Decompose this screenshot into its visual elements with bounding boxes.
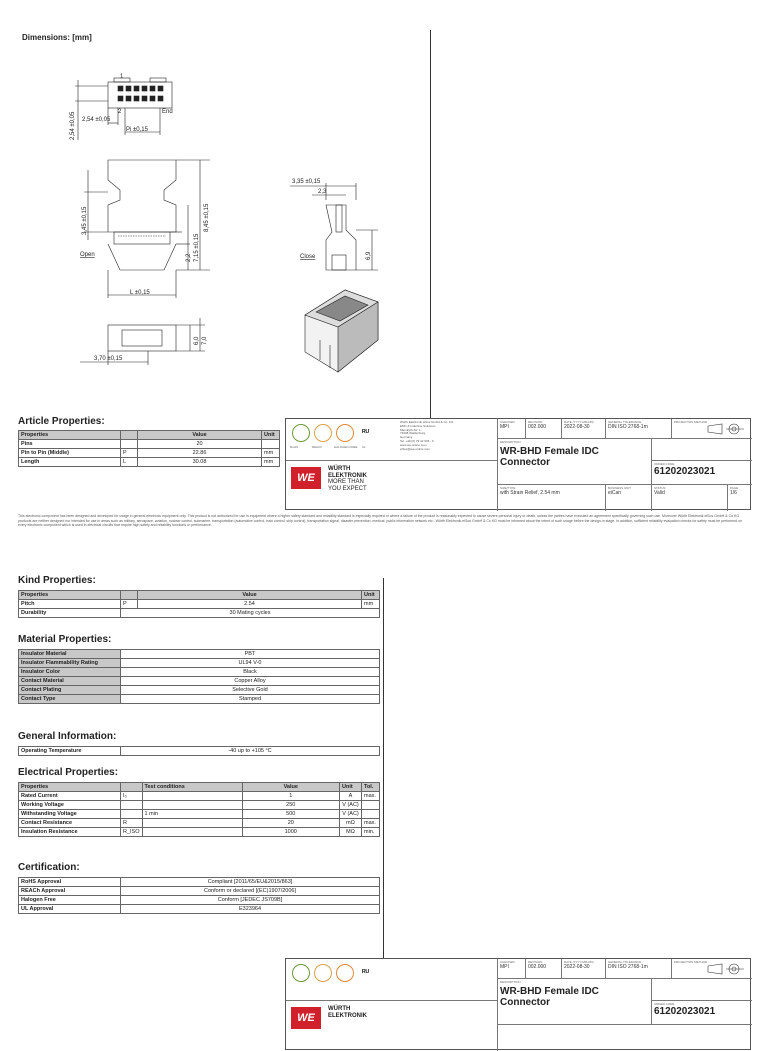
header-cell: Properties <box>19 783 121 792</box>
brand-line: ELEKTRONIK <box>328 472 367 479</box>
prop-symbol: L <box>121 458 138 467</box>
dim-label: End <box>162 109 173 115</box>
test-condition <box>142 828 242 837</box>
prop-unit: mm <box>362 600 380 609</box>
dim-label: 6,0 <box>194 336 200 345</box>
address-line: www.we-online.com <box>400 442 427 447</box>
dim-label: 3,35 ±0,15 <box>292 179 321 185</box>
dim-label: 2,54 ±0,05 <box>70 111 76 140</box>
cell-caption: REVISION <box>528 420 543 424</box>
header-cell: Unit <box>340 783 362 792</box>
projection-symbol-icon <box>706 962 746 976</box>
cell-value: 1/6 <box>730 490 737 496</box>
cell-value: 2022-08-30 <box>564 964 590 970</box>
prop-value: 30 Mating cycles <box>121 609 380 618</box>
prop-symbol: I₀ <box>121 792 143 801</box>
cell-value: DIN ISO 2768-1m <box>608 964 648 970</box>
electrical-properties-table <box>18 782 380 837</box>
table-row <box>19 458 280 467</box>
projection-cell <box>672 419 752 439</box>
title-block <box>285 958 751 1050</box>
rohs-icon <box>292 964 310 982</box>
tolerance-cell <box>606 959 672 979</box>
prop-name: Pitch <box>19 600 121 609</box>
dim-label: 2,2 <box>186 253 192 262</box>
table-row <box>19 668 380 677</box>
table-row <box>19 810 380 819</box>
table-row <box>19 878 380 887</box>
prop-name: Withstanding Voltage <box>19 810 121 819</box>
brand-text <box>328 1006 367 1019</box>
cell-caption: DATE (YYYY-MM-DD) <box>564 960 594 964</box>
prop-name: Durability <box>19 609 121 618</box>
revision-cell <box>526 959 562 979</box>
prop-unit: A <box>340 792 362 801</box>
cell-value: 002.000 <box>528 964 547 970</box>
table-row <box>19 819 380 828</box>
header-cell: Value <box>138 591 362 600</box>
address-line: Max-Eyth-Str. 1 <box>400 427 421 432</box>
halogen-free-icon <box>336 964 354 982</box>
prop-symbol <box>121 440 138 449</box>
page-cell <box>728 485 752 511</box>
header-cell: Tol. <box>362 783 380 792</box>
prop-name: Contact Plating <box>19 686 121 695</box>
prop-symbol: P <box>121 600 138 609</box>
prop-value: UL94 V-0 <box>121 659 380 668</box>
tolerance-cell <box>606 419 672 439</box>
electrical-properties-title: Electrical Properties: <box>18 767 119 778</box>
logo-caption: REACh <box>312 445 323 449</box>
prop-name: RoHS Approval <box>19 878 121 887</box>
status-cell <box>652 485 728 511</box>
cell-value: eiCan <box>608 490 622 496</box>
company-address <box>400 421 453 451</box>
header-cell: Value <box>138 431 262 440</box>
table-row <box>19 650 380 659</box>
dim-label: 6,9 <box>366 251 372 260</box>
cell-value: Valid <box>654 490 665 496</box>
prop-name: Contact Resistance <box>19 819 121 828</box>
cell-value: MPI <box>500 424 509 430</box>
dim-label: 2 <box>118 109 122 115</box>
address-line: EMC & Inductive Solutions <box>400 423 436 428</box>
title-block <box>285 418 751 510</box>
blank-cell <box>652 979 752 1001</box>
address-line: eiSos@we-online.com <box>400 446 430 451</box>
prop-value: Conform [JEDEC JS709B] <box>121 896 380 905</box>
checked-cell <box>498 419 526 439</box>
material-properties-title: Material Properties: <box>18 634 112 645</box>
table-row <box>19 695 380 704</box>
header-cell: Unit <box>262 431 280 440</box>
general-information-title: General Information: <box>18 731 117 742</box>
cell-caption: CHECKED <box>500 960 515 964</box>
size-type-cell <box>498 485 606 511</box>
ul-icon: ᴿᵁ <box>362 428 370 437</box>
prop-value: Compliant [2011/65/EU&2015/863] <box>121 878 380 887</box>
cell-caption: PROJECTION METHOD <box>674 420 708 424</box>
prop-name: Insulator Material <box>19 650 121 659</box>
dim-label: 3,70 ±0,15 <box>94 356 123 362</box>
date-cell <box>562 419 606 439</box>
test-condition <box>142 801 242 810</box>
table-row <box>19 659 380 668</box>
ul-icon: ᴿᵁ <box>362 968 370 977</box>
table-row <box>19 896 380 905</box>
prop-name: REACh Approval <box>19 887 121 896</box>
close-label: Close <box>300 254 316 260</box>
brand-cell <box>286 1001 498 1051</box>
projection-cell <box>672 959 752 979</box>
cell-caption: CHECKED <box>500 420 515 424</box>
dim-label: 8,45 ±0,15 <box>204 203 210 232</box>
prop-value: 20 <box>242 819 339 828</box>
prop-name: Insulator Color <box>19 668 121 677</box>
prop-symbol: P <box>121 449 138 458</box>
reach-icon <box>314 424 332 442</box>
prop-name: Pins <box>19 440 121 449</box>
cell-caption: PAGE <box>730 486 739 490</box>
product-description: WR-BHD Female IDC Connector <box>500 986 599 1008</box>
prop-unit <box>262 440 280 449</box>
order-code: 61202023021 <box>654 466 716 477</box>
prop-name: Length <box>19 458 121 467</box>
test-condition: 1 min <box>142 810 242 819</box>
address-line: 74638 Waldenburg <box>400 431 426 436</box>
cell-caption: REVISION <box>528 960 543 964</box>
prop-symbol <box>121 810 143 819</box>
article-properties-title: Article Properties: <box>18 416 105 427</box>
prop-tolerance: max. <box>362 819 380 828</box>
prop-value: 20 <box>138 440 262 449</box>
prop-tolerance <box>362 810 380 819</box>
header-cell <box>121 591 138 600</box>
prop-name: Pin to Pin (Middle) <box>19 449 121 458</box>
description-cell <box>498 979 652 1025</box>
address-line: Germany <box>400 435 413 440</box>
brand-line: ELEKTRONIK <box>328 1012 367 1019</box>
logo-caption: HALOGEN FREE <box>334 445 358 449</box>
dim-label: 1 <box>120 74 124 80</box>
header-cell: Test conditions <box>142 783 242 792</box>
prop-unit: MΩ <box>340 828 362 837</box>
rohs-icon <box>292 424 310 442</box>
material-properties-table <box>18 649 380 704</box>
table-row <box>19 828 380 837</box>
table-row <box>19 600 380 609</box>
order-code-cell <box>652 461 752 485</box>
cell-value: MPI <box>500 964 509 970</box>
prop-symbol <box>121 801 143 810</box>
prop-symbol: R <box>121 819 143 828</box>
product-description: WR-BHD Female IDC Connector <box>500 446 599 468</box>
prop-value: 1000 <box>242 828 339 837</box>
prop-name: Rated Current <box>19 792 121 801</box>
dim-label: 2,3 <box>318 189 327 195</box>
prop-value: -40 up to +105 °C <box>121 747 380 756</box>
prop-value: E323964 <box>121 905 380 914</box>
prop-unit: mΩ <box>340 819 362 828</box>
cell-caption: SIZE/TYPE <box>500 486 516 490</box>
dim-label: 7,0 <box>202 336 208 345</box>
prop-value: 30.08 <box>138 458 262 467</box>
cell-caption: STATUS <box>654 486 666 490</box>
cell-caption: ORDER CODE <box>654 462 675 466</box>
dim-label: 7,15 ±0,15 <box>194 233 200 262</box>
prop-value: Selective Gold <box>121 686 380 695</box>
order-code: 61202023021 <box>654 1006 716 1017</box>
divider-line <box>430 30 431 418</box>
prop-value: 500 <box>242 810 339 819</box>
date-cell <box>562 959 606 979</box>
prop-name: Insulation Resistance <box>19 828 121 837</box>
general-information-table <box>18 746 380 756</box>
kind-properties-table <box>18 590 380 618</box>
cell-value: 002.000 <box>528 424 547 430</box>
order-code-cell <box>652 1001 752 1025</box>
certification-title: Certification: <box>18 862 80 873</box>
table-row <box>19 609 380 618</box>
cell-value: 2022-08-30 <box>564 424 590 430</box>
table-row <box>19 449 280 458</box>
cell-caption: ORDER CODE <box>654 1002 675 1006</box>
test-condition <box>142 792 242 801</box>
prop-value: PBT <box>121 650 380 659</box>
cell-caption: DATE (YYYY-MM-DD) <box>564 420 594 424</box>
cell-caption: DESCRIPTION <box>500 440 521 444</box>
certification-table <box>18 877 380 914</box>
header-cell: Properties <box>19 591 121 600</box>
checked-cell <box>498 959 526 979</box>
we-logo-icon: WE <box>291 1007 321 1029</box>
prop-value: 22.86 <box>138 449 262 458</box>
description-cell <box>498 439 652 485</box>
table-row <box>19 905 380 914</box>
we-logo-icon: WE <box>291 467 321 489</box>
header-cell <box>121 783 143 792</box>
dim-label: Pi ±0,15 <box>126 127 148 133</box>
dim-label: 2,54 ±0,05 <box>82 117 111 123</box>
test-condition <box>142 819 242 828</box>
cell-caption: GENERAL TOLERANCE <box>608 960 642 964</box>
table-row <box>19 440 280 449</box>
prop-name: UL Approval <box>19 905 121 914</box>
business-unit-cell <box>606 485 652 511</box>
table-row <box>19 792 380 801</box>
prop-tolerance <box>362 801 380 810</box>
cell-value: DIN ISO 2768-1m <box>608 424 648 430</box>
dim-label: L ±0,15 <box>130 290 150 296</box>
brand-line: WÜRTH <box>328 1006 351 1012</box>
cell-caption: PROJECTION METHOD <box>674 960 708 964</box>
prop-symbol: R_ISO <box>121 828 143 837</box>
prop-name: Contact Type <box>19 695 121 704</box>
prop-value: 2.54 <box>138 600 362 609</box>
table-header-row <box>19 591 380 600</box>
brand-line: YOU EXPECT <box>328 485 367 492</box>
cert-logos <box>286 419 498 461</box>
prop-name: Contact Material <box>19 677 121 686</box>
cell-caption: GENERAL TOLERANCE <box>608 420 642 424</box>
dimensions-title: Dimensions: [mm] <box>22 33 92 42</box>
cell-value: with Strain Relief, 2.54 mm <box>500 490 560 496</box>
brand-line: WÜRTH <box>328 466 351 472</box>
prop-unit: mm <box>262 458 280 467</box>
prop-unit: mm <box>262 449 280 458</box>
cert-logos <box>286 959 498 1001</box>
header-cell: Properties <box>19 431 121 440</box>
brand-line: MORE THAN <box>328 479 364 485</box>
prop-value: Copper Alloy <box>121 677 380 686</box>
logo-caption: RoHS <box>290 445 299 449</box>
prop-name: Operating Temperature <box>19 747 121 756</box>
prop-unit: V (AC) <box>340 801 362 810</box>
technical-drawing <box>0 40 430 430</box>
dim-label: 3,45 ±0,15 <box>82 206 88 235</box>
blank-cell <box>652 439 752 461</box>
prop-value: Conform or declared [(EC)1907/2006] <box>121 887 380 896</box>
prop-unit: V (AC) <box>340 810 362 819</box>
header-cell <box>121 431 138 440</box>
address-line: Tel. +49 (0) 79 42 945 - 0 <box>400 438 434 443</box>
table-row <box>19 747 380 756</box>
table-row <box>19 677 380 686</box>
address-line: Würth Elektronik eiSos GmbH & Co. KG <box>400 420 454 424</box>
prop-value: 1 <box>242 792 339 801</box>
prop-value: Stamped <box>121 695 380 704</box>
prop-value: 250 <box>242 801 339 810</box>
prop-tolerance: max. <box>362 792 380 801</box>
article-properties-table <box>18 430 280 467</box>
halogen-free-icon <box>336 424 354 442</box>
table-row <box>19 686 380 695</box>
disclaimer-text: This electronic component has been designed and developed for usage in general electronic equipment only. This product is not authorized for use in equipment where a higher safety standard and reliability standard is especially required or where a failure of the product is reasonably expected to cause severe personal injury or death, unless the parties have executed an agreement specifically governing such use. Moreover Würth Elektronik eiSos GmbH & Co KG products are neither designed nor intended for use in areas such as military, aerospace, aviation, nuclear control, submarine, transportation (automotive control, train control, ship control), transportation signal, disaster prevention, medical, public information network etc.. Würth Elektronik eiSos GmbH & Co KG must be informed about the intent of such usage before the design-in stage. In addition, sufficient reliability evaluation checks for safety must be performed on every electronic component which is used in electrical circuits that require high safety and reliability functions or performance. <box>18 514 742 527</box>
projection-symbol-icon <box>706 422 746 436</box>
prop-name: Working Voltage <box>19 801 121 810</box>
header-cell: Value <box>242 783 339 792</box>
table-row <box>19 887 380 896</box>
logo-caption: UL <box>362 445 366 449</box>
kind-properties-title: Kind Properties: <box>18 575 96 586</box>
prop-tolerance: min. <box>362 828 380 837</box>
header-cell: Unit <box>362 591 380 600</box>
open-label: Open <box>80 252 95 258</box>
reach-icon <box>314 964 332 982</box>
cell-caption: BUSINESS UNIT <box>608 486 632 490</box>
table-row <box>19 801 380 810</box>
prop-value: Black <box>121 668 380 677</box>
divider-line <box>383 578 384 958</box>
brand-text <box>328 466 367 492</box>
cell-caption: DESCRIPTION <box>500 980 521 984</box>
table-header-row <box>19 431 280 440</box>
table-header-row <box>19 783 380 792</box>
prop-name: Insulator Flammability Rating <box>19 659 121 668</box>
prop-name: Halogen Free <box>19 896 121 905</box>
revision-cell <box>526 419 562 439</box>
